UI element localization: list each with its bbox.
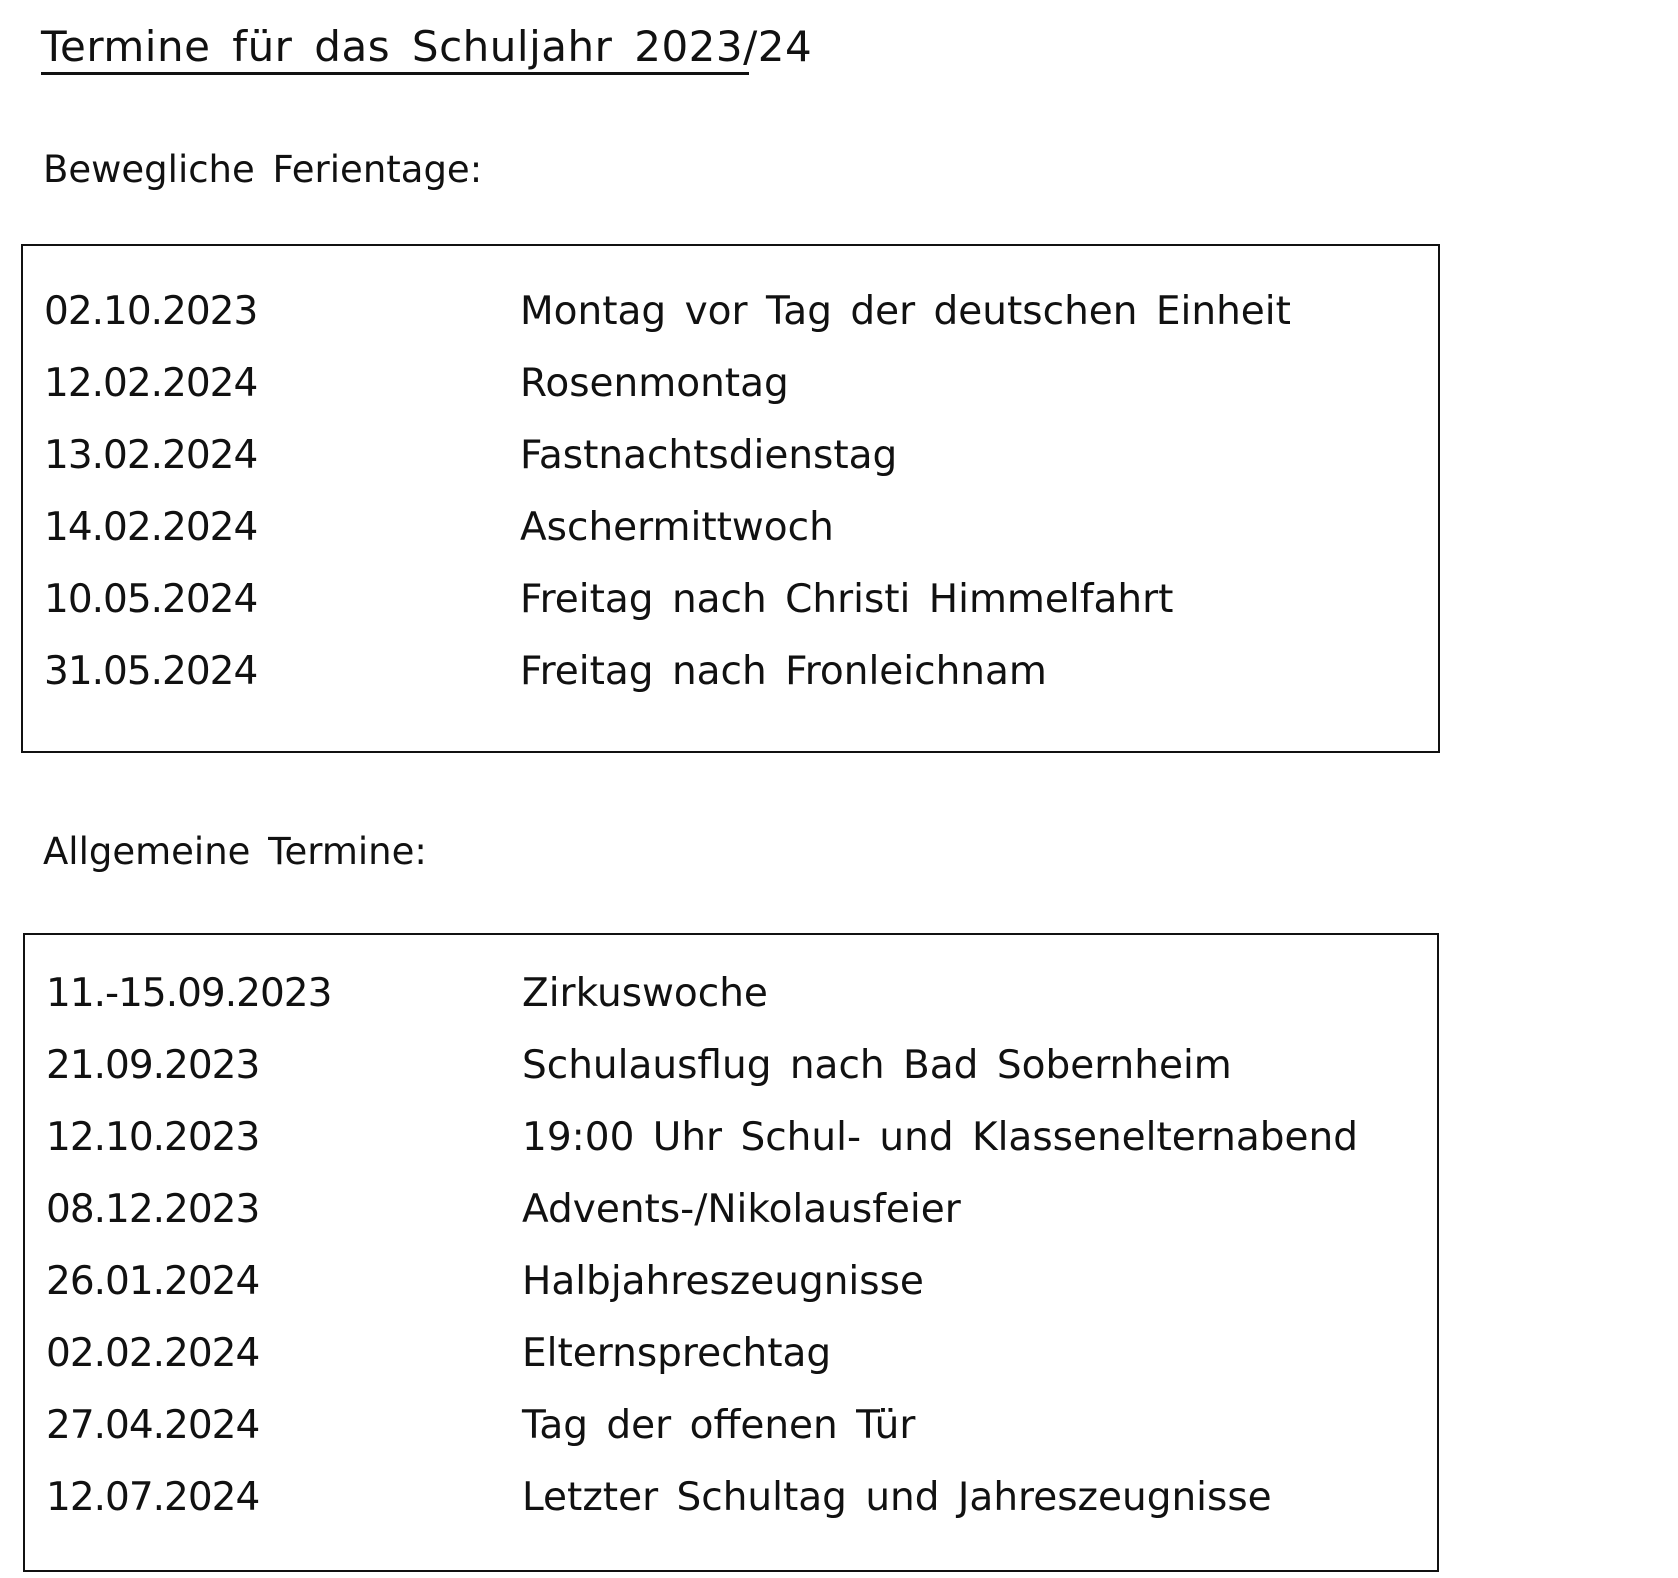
table-row — [23, 564, 1438, 636]
table-row — [25, 1174, 1437, 1246]
entry-description: Montag vor Tag der deutschen Einheit — [520, 289, 1291, 334]
entry-description: Letzter Schultag und Jahreszeugnisse — [522, 1475, 1272, 1520]
entry-description: Zirkuswoche — [522, 971, 768, 1016]
entry-description: Schulausflug nach Bad Sobernheim — [522, 1043, 1232, 1088]
entry-description: Elternsprechtag — [522, 1331, 832, 1376]
table-row — [23, 348, 1438, 420]
entry-date: 08.12.2023 — [46, 1187, 260, 1232]
table-row — [25, 958, 1437, 1030]
section-heading-allgemeine-termine: Allgemeine Termine: — [43, 830, 427, 873]
entry-description: 19:00 Uhr Schul- und Klassenelternabend — [522, 1115, 1358, 1160]
table-row — [23, 492, 1438, 564]
table-row — [23, 276, 1438, 348]
entry-date: 14.02.2024 — [44, 505, 258, 550]
entry-date: 21.09.2023 — [46, 1043, 260, 1088]
entry-description: Advents-/Nikolausfeier — [522, 1187, 961, 1232]
entry-date: 26.01.2024 — [46, 1259, 260, 1304]
table-row — [25, 1318, 1437, 1390]
ferientage-table — [21, 244, 1440, 753]
entry-date: 12.07.2024 — [46, 1475, 260, 1520]
table-row — [23, 636, 1438, 708]
entry-description: Aschermittwoch — [520, 505, 834, 550]
table-row — [25, 1462, 1437, 1534]
entry-description: Rosenmontag — [520, 361, 789, 406]
entry-date: 11.-15.09.2023 — [46, 971, 332, 1016]
entry-date: 13.02.2024 — [44, 433, 258, 478]
entry-description: Halbjahreszeugnisse — [522, 1259, 924, 1304]
entry-description: Tag der offenen Tür — [522, 1403, 916, 1448]
title-underline — [41, 72, 749, 75]
entry-date: 12.10.2023 — [46, 1115, 260, 1160]
table-row — [25, 1030, 1437, 1102]
entry-date: 31.05.2024 — [44, 649, 258, 694]
entry-date: 02.02.2024 — [46, 1331, 260, 1376]
table-row — [25, 1390, 1437, 1462]
entry-description: Freitag nach Fronleichnam — [520, 649, 1047, 694]
allgemeine-termine-table — [23, 933, 1439, 1572]
entry-date: 12.02.2024 — [44, 361, 258, 406]
section-heading-ferientage: Bewegliche Ferientage: — [43, 148, 483, 191]
entry-date: 02.10.2023 — [44, 289, 258, 334]
table-row — [25, 1246, 1437, 1318]
page-title: Termine für das Schuljahr 2023/24 — [41, 22, 813, 71]
entry-description: Freitag nach Christi Himmelfahrt — [520, 577, 1174, 622]
entry-date: 10.05.2024 — [44, 577, 258, 622]
entry-date: 27.04.2024 — [46, 1403, 260, 1448]
table-row — [25, 1102, 1437, 1174]
entry-description: Fastnachtsdienstag — [520, 433, 898, 478]
table-row — [23, 420, 1438, 492]
